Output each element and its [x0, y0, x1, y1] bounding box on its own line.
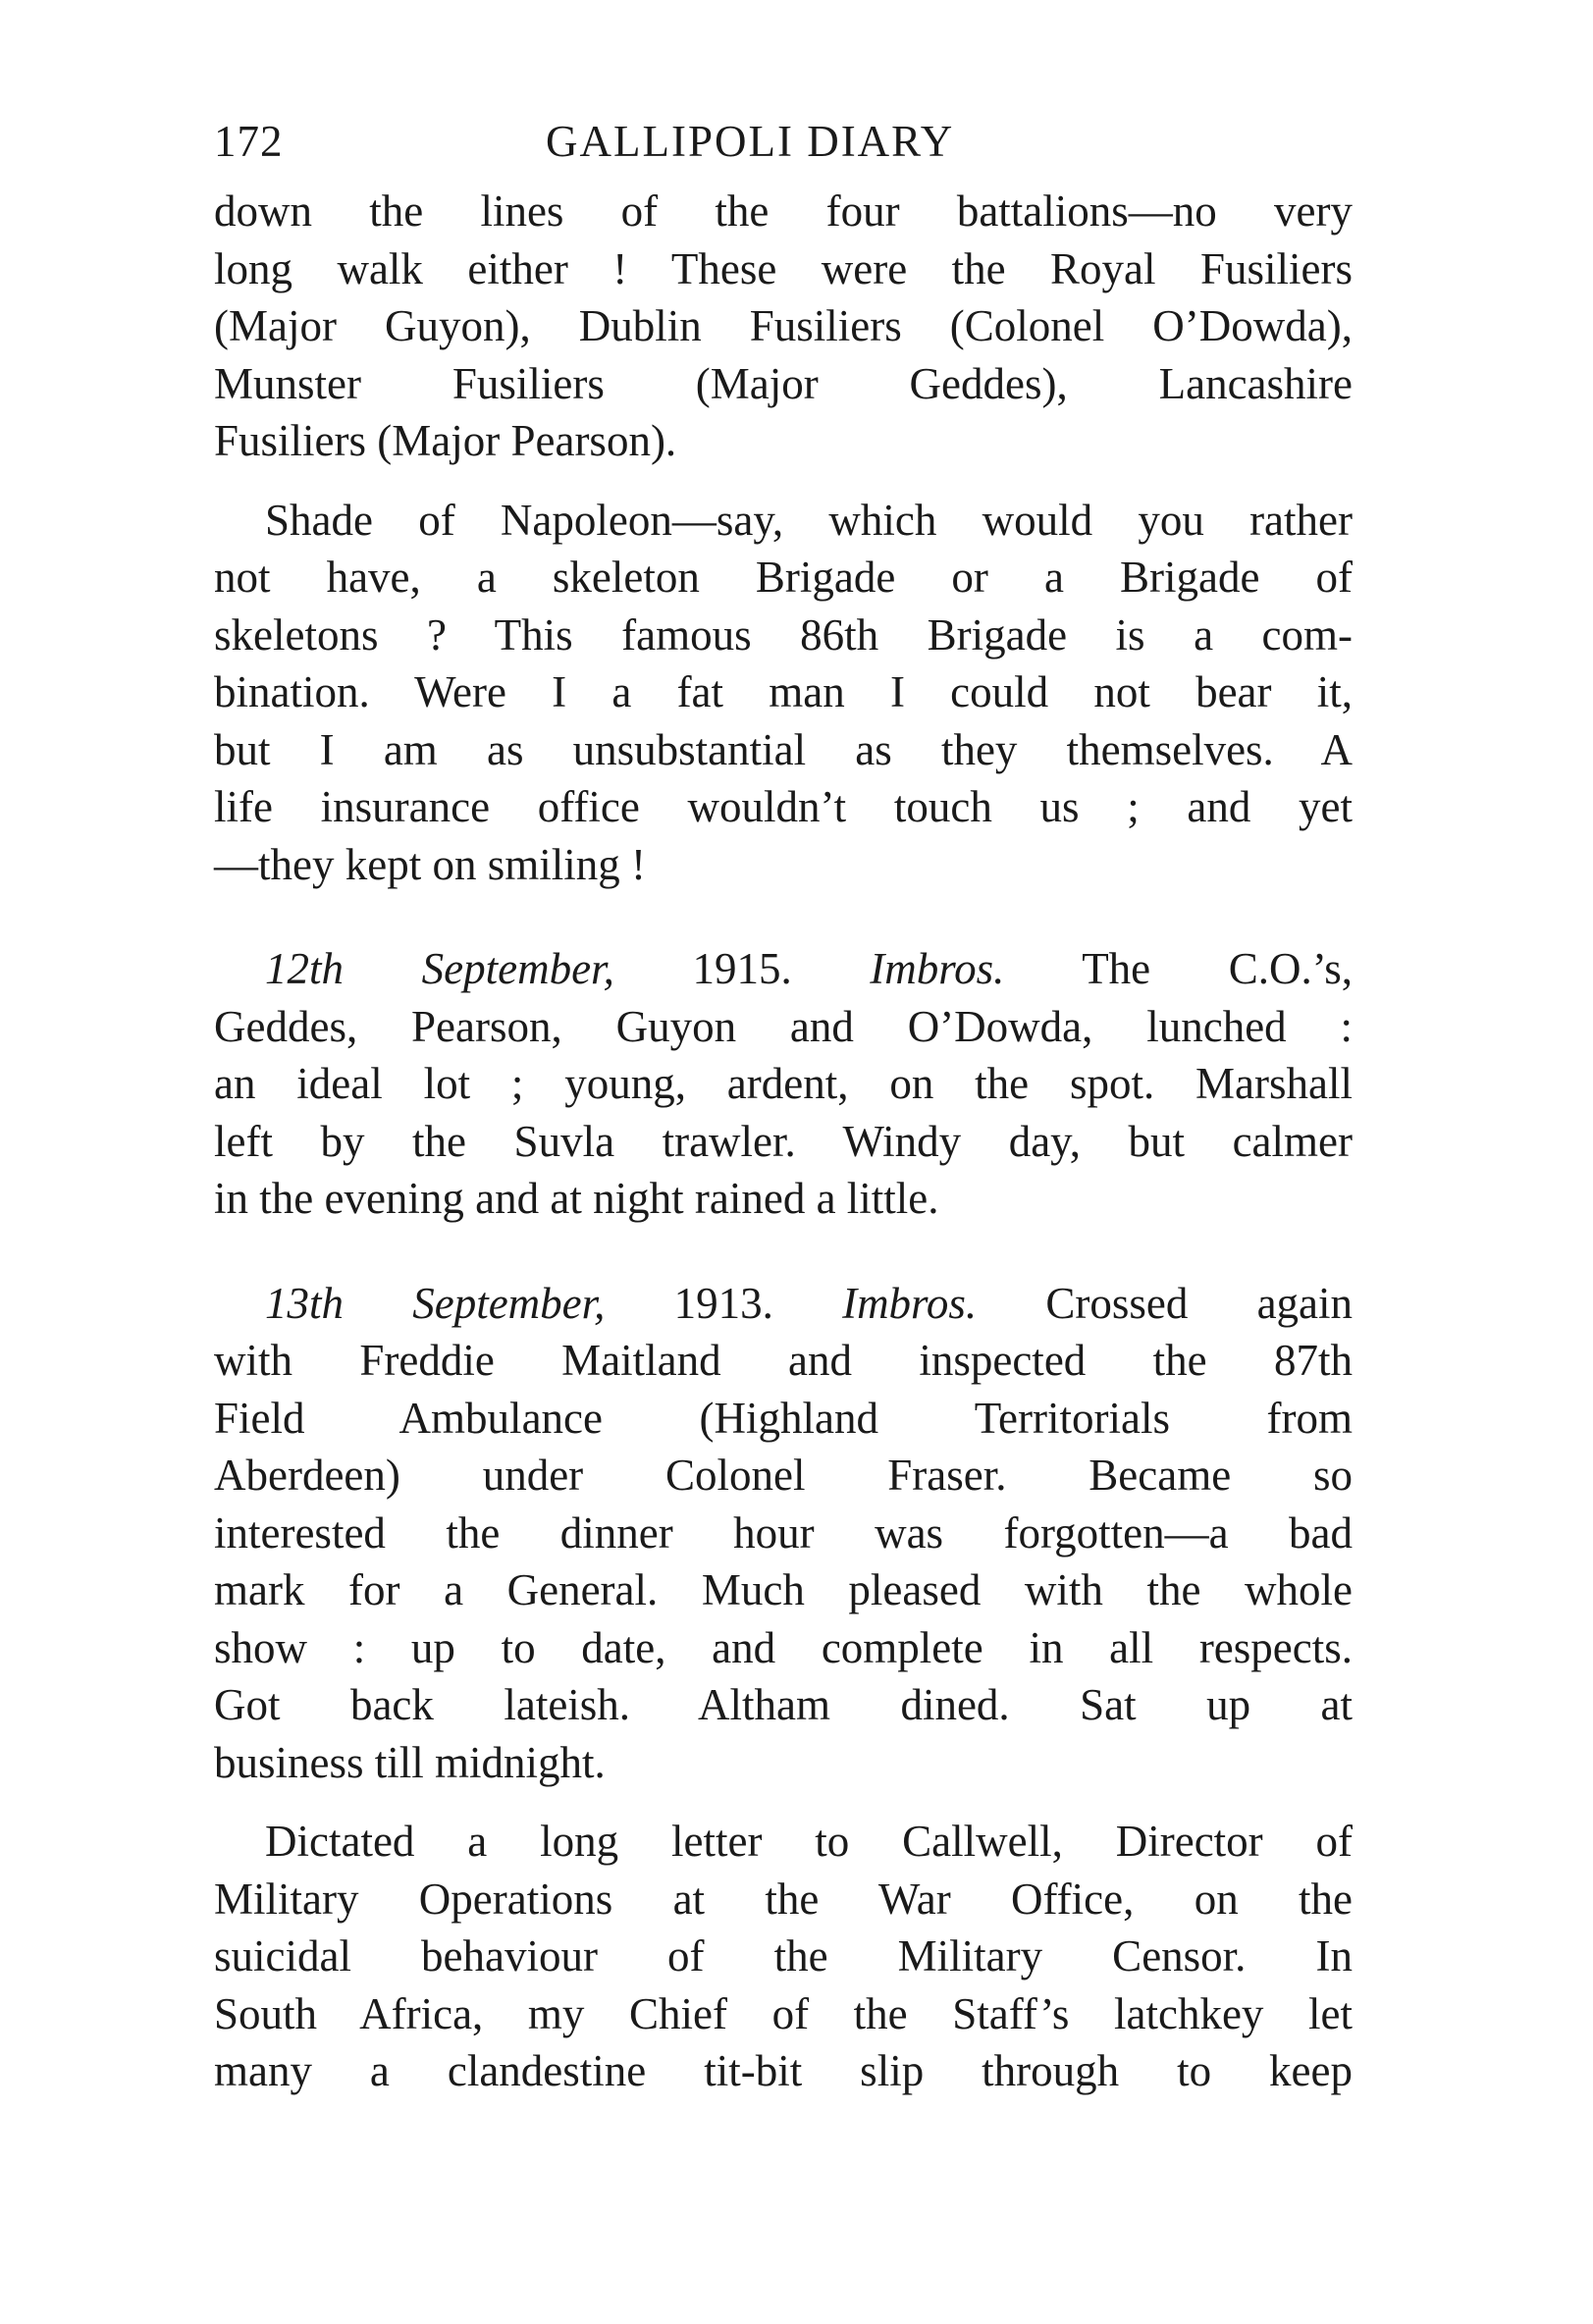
entry-date-month: September, — [421, 944, 614, 993]
text-line: in the evening and at night rained a little. — [214, 1174, 939, 1223]
entry-date-day: 13th — [265, 1278, 345, 1328]
entry-first-line-text: The C.O.’s, — [1082, 944, 1354, 993]
text-line: Aberdeen) under Colonel Fraser. Became so — [214, 1451, 1353, 1500]
text-line: mark for a General. Much pleased with the whole — [214, 1565, 1353, 1614]
book-page — [214, 116, 1353, 2100]
diary-entry-13-september — [214, 1275, 1353, 1792]
entry-heading-line — [214, 1275, 1353, 1333]
entry-date-month: September, — [412, 1278, 606, 1328]
running-title: GALLIPOLI DIARY — [546, 117, 955, 166]
text-line: an ideal lot ; young, ardent, on the spot. Marshall — [214, 1059, 1353, 1108]
text-line: suicidal behaviour of the Military Censor. In — [214, 1931, 1353, 1981]
text-line: with Freddie Maitland and inspected the 87th — [214, 1336, 1353, 1385]
text-line: Fusiliers (Major Pearson). — [214, 416, 677, 465]
text-line: Geddes, Pearson, Guyon and O’Dowda, lunched : — [214, 1001, 1353, 1051]
text-line: down the lines of the four battalions—no very — [214, 186, 1353, 236]
text-line: Shade of Napoleon—say, which would you rather — [265, 495, 1353, 545]
text-line: Military Operations at the War Office, on the — [214, 1874, 1353, 1924]
page-header — [214, 116, 1353, 175]
entry-first-line-text: Crossed again — [1045, 1278, 1354, 1328]
paragraph-continuation — [214, 183, 1353, 470]
page-number: 172 — [214, 117, 284, 166]
paragraph-napoleon — [214, 492, 1353, 894]
text-line: not have, a skeleton Brigade or a Brigade of — [214, 553, 1353, 602]
entry-date-day: 12th — [265, 944, 345, 993]
text-line: long walk either ! These were the Royal Fusiliers — [214, 243, 1353, 293]
text-line: skeletons ? This famous 86th Brigade is a com- — [214, 609, 1353, 660]
text-line: Field Ambulance (Highland Territorials from — [214, 1393, 1353, 1443]
text-line: (Major Guyon), Dublin Fusiliers (Colonel O’Dowda), — [214, 301, 1353, 350]
entry-place: Imbros. — [870, 944, 1005, 993]
text-line: show : up to date, and complete in all respects. — [214, 1622, 1353, 1672]
text-line: —they kept on smiling ! — [214, 839, 646, 889]
text-line: business till midnight. — [214, 1737, 606, 1787]
entry-date-year: 1913. — [673, 1278, 773, 1328]
diary-entry-12-september — [214, 940, 1353, 1228]
text-line: bination. Were I a fat man I could not bear it, — [214, 667, 1353, 716]
entry-heading-line — [214, 940, 1353, 998]
text-line: but I am as unsubstantial as they themselves. A — [214, 724, 1353, 774]
text-line: left by the Suvla trawler. Windy day, but calmer — [214, 1116, 1353, 1166]
text-line: South Africa, my Chief of the Staff’s latchkey let — [214, 1988, 1353, 2038]
text-line: life insurance office wouldn’t touch us ; and yet — [214, 782, 1353, 831]
paragraph-dictated-letter — [214, 1813, 1353, 2100]
text-line: Got back lateish. Altham dined. Sat up at — [214, 1680, 1353, 1729]
entry-date-year: 1915. — [692, 944, 792, 993]
text-line: interested the dinner hour was forgotten—a bad — [214, 1507, 1353, 1558]
entry-place: Imbros. — [842, 1278, 978, 1328]
text-line: Dictated a long letter to Callwell, Director of — [265, 1817, 1353, 1866]
text-line: many a clandestine tit-bit slip through to keep — [214, 2046, 1353, 2095]
text-line: Munster Fusiliers (Major Geddes), Lancashire — [214, 358, 1353, 408]
